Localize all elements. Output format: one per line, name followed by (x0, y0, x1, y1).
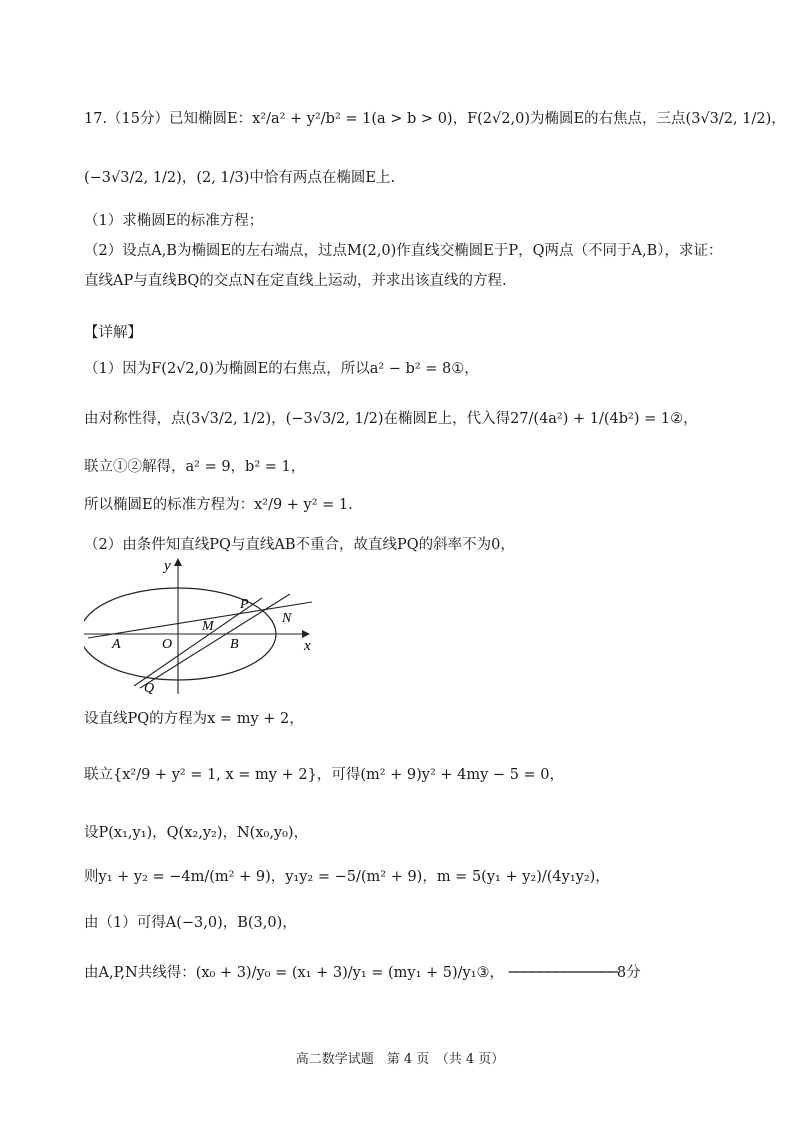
label-m: M (202, 619, 214, 634)
solution-step-2: 由对称性得，点(3√3/2, 1/2)，(−3√3/2, 1/2)在椭圆E上，代入得27/(4a²) + 1/(4b²) = 1②， (84, 411, 698, 427)
page-footer: 高二数学试题 第 4 页 （共 4 页） (295, 1052, 505, 1067)
solution-step-9: 则y₁ + y₂ = −4m/(m² + 9)，y₁y₂ = −5/(m² + 9)，m = 5(y₁ + y₂)/(4y₁y₂)， (84, 869, 610, 885)
solution-step-5: （2）由条件知直线PQ与直线AB不重合，故直线PQ的斜率不为0， (84, 537, 515, 553)
label-p: P (240, 597, 249, 612)
label-y: y (164, 558, 171, 574)
problem-part-2b: 直线AP与直线BQ的交点N在定直线上运动，并求出该直线的方程. (84, 273, 507, 289)
solution-step-7: 联立{x²/9 + y² = 1, x = my + 2}，可得(m² + 9)y² + 4my − 5 = 0， (84, 767, 565, 783)
ellipse-figure (84, 556, 324, 696)
y-axis-arrow (174, 558, 182, 566)
score-dashes: ────────────── (508, 965, 617, 981)
label-o: O (162, 637, 173, 652)
solution-step-11: 由A,P,N共线得：(x₀ + 3)/y₀ = (x₁ + 3)/y₁ = (my₁ + 5)/y₁③， ──────────────8分 (84, 965, 641, 981)
problem-part-2a: （2）设点A,B为椭圆E的左右端点，过点M(2,0)作直线交椭圆E于P，Q两点（不同于A,B），求证： (84, 243, 723, 259)
problem-part-1: （1）求椭圆E的标准方程； (84, 213, 264, 229)
problem-line-2: (−3√3/2, 1/2)，(2, 1/3)中恰有两点在椭圆E上. (84, 170, 396, 186)
solution-step-1: （1）因为F(2√2,0)为椭圆E的右焦点，所以a² − b² = 8①， (84, 361, 479, 377)
label-q: Q (144, 681, 155, 696)
solution-step-4: 所以椭圆E的标准方程为：x²/9 + y² = 1. (84, 497, 353, 513)
label-x: x (304, 638, 311, 654)
x-axis-arrow (302, 630, 310, 638)
solution-step-3: 联立①②解得，a² = 9，b² = 1， (84, 459, 306, 475)
label-n: N (282, 611, 292, 626)
score-mark: 8分 (616, 965, 641, 981)
solution-step-10: 由（1）可得A(−3,0)，B(3,0)， (84, 915, 297, 931)
label-b: B (230, 637, 239, 652)
label-a: A (112, 637, 121, 652)
problem-line-1: 17.（15分）已知椭圆E：x²/a² + y²/b² = 1(a > b > 0)，F(2√2,0)为椭圆E的右焦点，三点(3√3/2, 1/2)， (84, 111, 786, 127)
solution-step-6: 设直线PQ的方程为x = my + 2， (84, 711, 304, 727)
solution-heading: 【详解】 (84, 325, 142, 341)
solution-step-8: 设P(x₁,y₁)，Q(x₂,y₂)，N(x₀,y₀)， (84, 825, 309, 841)
line-ap (88, 602, 312, 638)
